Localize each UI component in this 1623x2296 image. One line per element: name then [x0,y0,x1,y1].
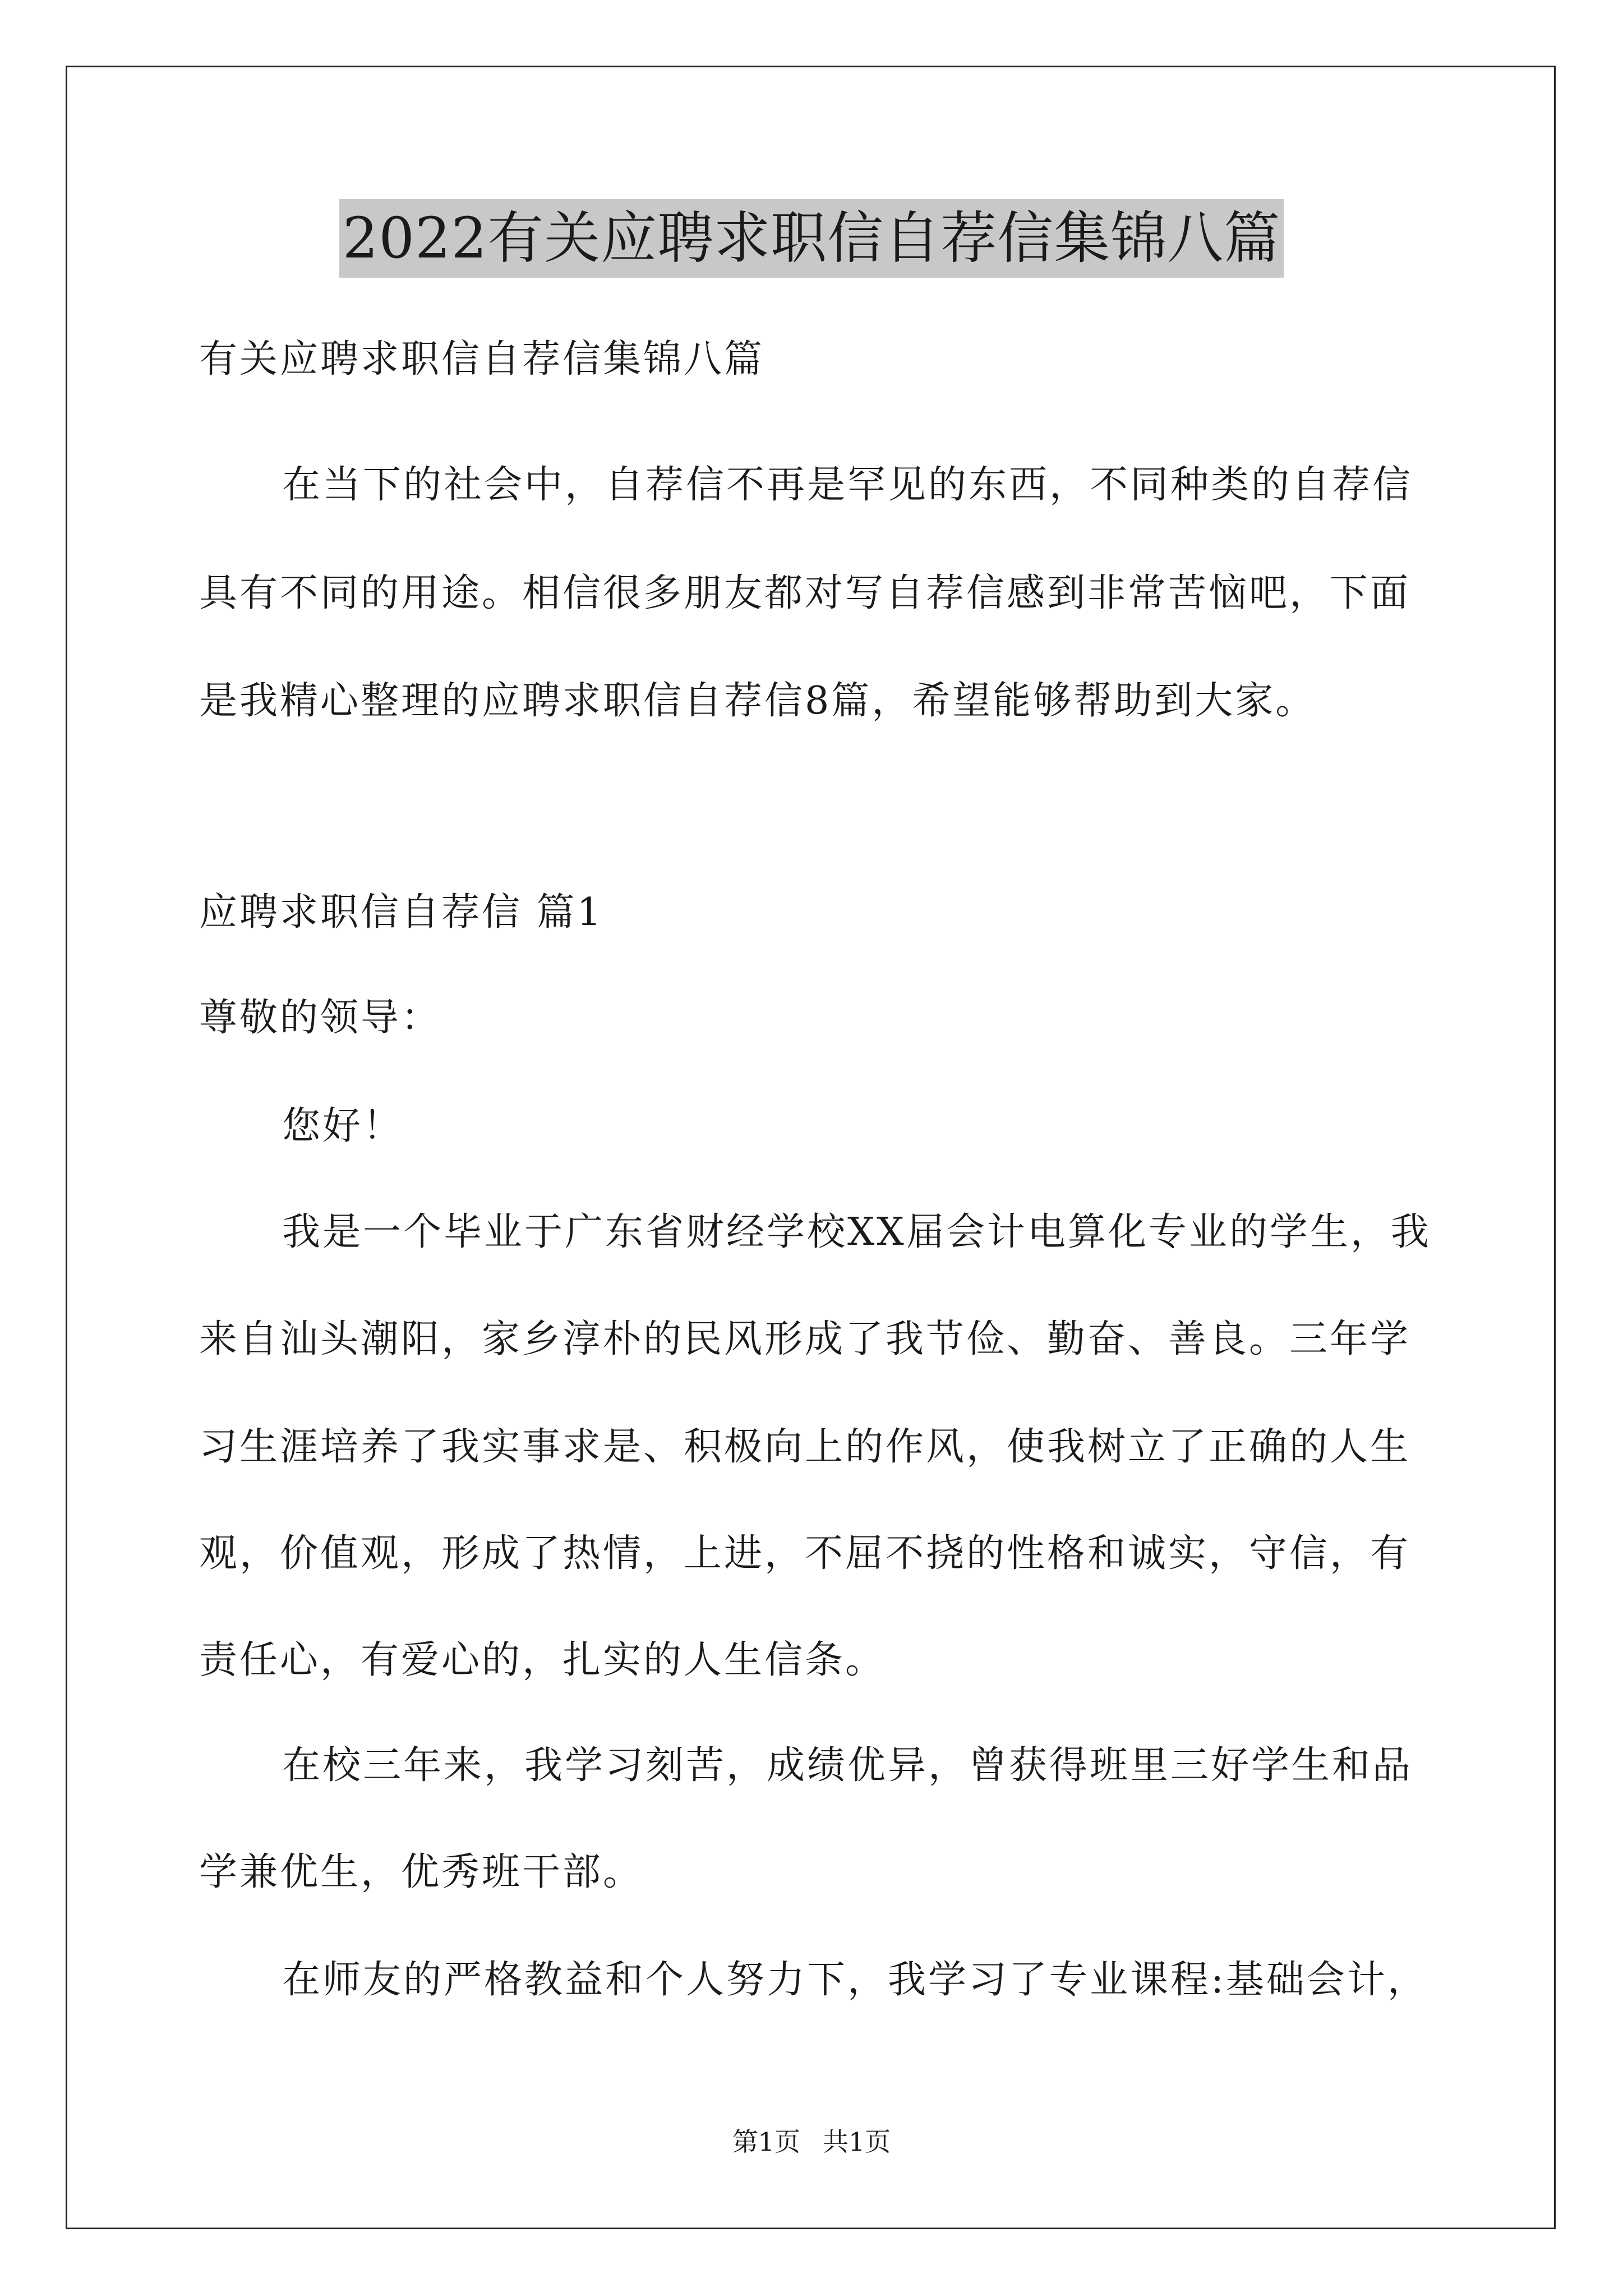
salutation: 尊敬的领导： [199,996,442,1040]
page-number: 第1页 [732,2127,800,2157]
title-container [0,199,1623,278]
section-heading: 应聘求职信自荐信 篇1 [199,890,603,935]
intro-line-2: 具有不同的用途。相信很多朋友都对写自荐信感到非常苦恼吧，下面 [199,571,1411,615]
document-title: 2022有关应聘求职信自荐信集锦八篇 [339,199,1284,278]
intro-line-1: 在当下的社会中，自荐信不再是罕见的东西，不同种类的自荐信 [282,463,1413,507]
document-subtitle: 有关应聘求职信自荐信集锦八篇 [199,337,765,381]
paragraph3-line-1: 在师友的严格教益和个人努力下，我学习了专业课程:基础会计， [282,1958,1428,2002]
intro-line-3: 是我精心整理的应聘求职信自荐信8篇，希望能够帮助到大家。 [199,679,1316,723]
greeting: 您好！ [282,1104,404,1148]
paragraph1-line-3: 习生涯培养了我实事求是、积极向上的作风，使我树立了正确的人生 [199,1425,1411,1469]
paragraph2-line-1: 在校三年来，我学习刻苦，成绩优异，曾获得班里三好学生和品 [282,1743,1413,1788]
paragraph1-line-5: 责任心，有爱心的，扎实的人生信条。 [199,1638,886,1682]
paragraph1-line-1: 我是一个毕业于广东省财经学校XX届会计电算化专业的学生，我 [282,1210,1431,1254]
paragraph2-line-2: 学兼优生，优秀班干部。 [199,1850,644,1894]
page-footer [0,2125,1623,2159]
paragraph1-line-2: 来自汕头潮阳，家乡淳朴的民风形成了我节俭、勤奋、善良。三年学 [199,1317,1411,1361]
paragraph1-line-4: 观，价值观，形成了热情，上进，不屈不挠的性格和诚实，守信，有 [199,1531,1411,1576]
page-total: 共1页 [823,2127,891,2157]
